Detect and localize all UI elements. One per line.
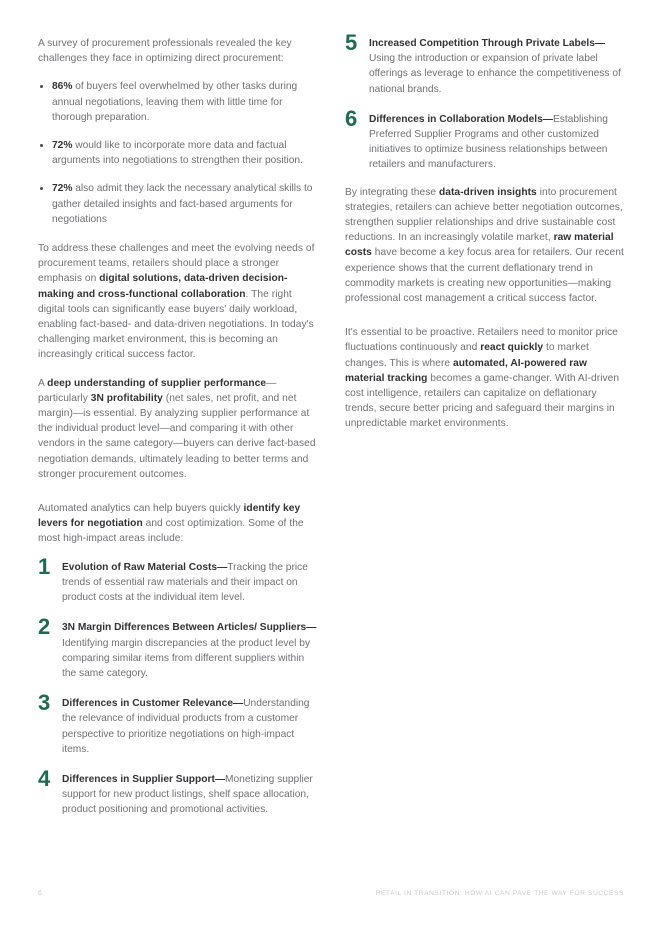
spacer [345,173,626,185]
item-number: 3 [38,690,51,716]
survey-text: also admit they lack the necessary analytical skills to gather detailed insights and fact-based arguments for negotiations [52,183,313,225]
item-body [62,560,319,606]
text-run-bold: 3N profitability [90,392,163,404]
item-dash: — [542,113,553,125]
text-run: A [38,377,48,389]
item-text: Tracking the price trends of essential raw materials and their impact on product costs at the individual item level. [62,561,308,604]
item-heading: Differences in Collaboration Models [369,113,543,125]
survey-stat: 72% [52,183,73,195]
page-number: 6 [38,889,43,897]
text-run: into procurement strategies, retailers can achieve better negotiation outcomes, strengthen supplier relationships and drive sustainable cost reductions. In an increasingly volatile market, [345,186,623,244]
item-body [62,696,319,757]
text-run-bold: raw material costs [345,232,614,259]
page-footer [38,886,624,900]
numbered-item [345,30,626,97]
item-dash: — [594,38,606,49]
item-number: 1 [38,553,51,579]
item-dash: — [217,561,228,573]
item-number: 2 [38,614,51,640]
text-run-bold: automated, AI-powered raw material tracking [345,357,587,384]
right-column [345,30,626,432]
list-item [38,138,319,168]
text-run: . The right digital tools can significantly ease buyers' daily workload, enabling fact-based- and data-driven negotiations. In today's challenging market environment, this is becoming an increasingly critical success factor. [38,288,314,361]
text-run: to market changes. This is where [345,342,589,369]
text-run: —particularly [38,377,277,404]
survey-stat: 72% [52,140,73,152]
item-heading: Differences in Supplier Support [62,773,215,785]
left-column [38,36,319,818]
item-text: Identifying margin discrepancies at the product level by comparing similar items from different suppliers within the same category. [62,637,311,679]
text-run: have become a key focus area for retailers. Our recent experience shows that the current deflationary trend in commodity markets is creating new opportunities—making professional cost management a critical success factor. [345,247,624,305]
text-run-bold: digital solutions, data-driven decision-making and cross-functional collaboration [38,273,288,300]
item-number: 4 [38,765,51,791]
paragraph-digital-solutions [38,241,319,363]
item-body [62,620,319,681]
item-heading: Evolution of Raw Material Costs [62,561,218,573]
item-number: 6 [345,105,358,131]
item-heading: 3N Margin Differences Between Articles/ Suppliers [62,622,307,634]
item-heading: Increased Competition Through Private Labels [369,38,595,49]
survey-text: would like to incorporate more data and factual arguments into negotiations to strengthen their position. [52,140,303,167]
item-body [369,36,626,97]
item-text: Monetizing supplier support for new product listings, shelf space allocation, product positioning and promotional activities. [62,773,313,816]
text-run-bold: react quickly [480,342,544,354]
text-run-bold: data-driven insights [438,186,537,198]
text-run: becomes a game-changer. With AI-driven cost intelligence, retailers can capitalize on deflationary trends, secure better pricing and safeguard their margins in unpredictable market environments. [345,372,620,430]
intro-paragraph: A survey of procurement professionals revealed the key challenges they face in optimizing direct procurement: [38,38,292,65]
survey-bullet-list [38,79,319,227]
item-number: 5 [345,30,358,55]
numbered-item [38,690,319,757]
survey-text: of buyers feel overwhelmed by other tasks during annual negotiations, leaving them with little time for thorough preparation. [52,81,298,123]
numbered-list-right [345,30,626,173]
paragraph-data-driven-insights [345,185,626,307]
text-run: It's essential to be proactive. Retailers need to monitor price fluctuations continuously and [345,327,618,354]
text-run-bold: deep understanding of supplier performance [47,377,267,389]
paragraph-supplier-performance [38,376,319,482]
paragraph-proactive-tracking [345,325,626,431]
item-text: Understanding the relevance of individual products from a customer perspective to prioritize negotiations on high-impact items. [62,698,310,755]
item-body [369,112,626,173]
survey-stat: 86% [52,81,73,93]
text-run: To address these challenges and meet the evolving needs of procurement teams, retailers should place a stronger emphasis on [38,243,315,285]
item-dash: — [233,698,244,710]
numbered-item [38,614,319,681]
item-text: Using the introduction or expansion of private label offerings as leverage to enhance the competitiveness of national brands. [369,53,621,95]
numbered-item [38,765,319,818]
item-body [62,772,319,818]
paragraph-automated-analytics [38,501,319,547]
two-column-layout [38,30,626,818]
text-run: (net sales, net profit, and net margin)—is essential. By analyzing supplier performance at the individual product level—and comparing it with other vendors in the same category—buyers can derive fact-based negotiation demands, ultimately leading to better terms and stronger procurement outcomes. [38,392,316,480]
text-run: By integrating these [345,186,439,198]
numbered-item [345,105,626,173]
text-run: Automated analytics can help buyers quickly [38,503,244,515]
item-dash: — [214,773,226,785]
list-item [38,181,319,227]
item-dash: — [306,622,317,634]
text-run-bold: identify key levers for negotiation [38,503,301,530]
numbered-item [38,553,319,606]
text-run: and cost optimization. Some of the most high-impact areas include: [38,518,304,545]
numbered-list-left [38,553,319,818]
running-title: RETAIL IN TRANSITION: HOW AI CAN PAVE THE WAY FOR SUCCESS [375,889,624,897]
item-heading: Differences in Customer Relevance [62,698,233,710]
item-text: Establishing Preferred Supplier Programs and other customized initiatives to optimize business relationships between retailers and manufacturers. [369,113,608,171]
list-item [38,79,319,125]
